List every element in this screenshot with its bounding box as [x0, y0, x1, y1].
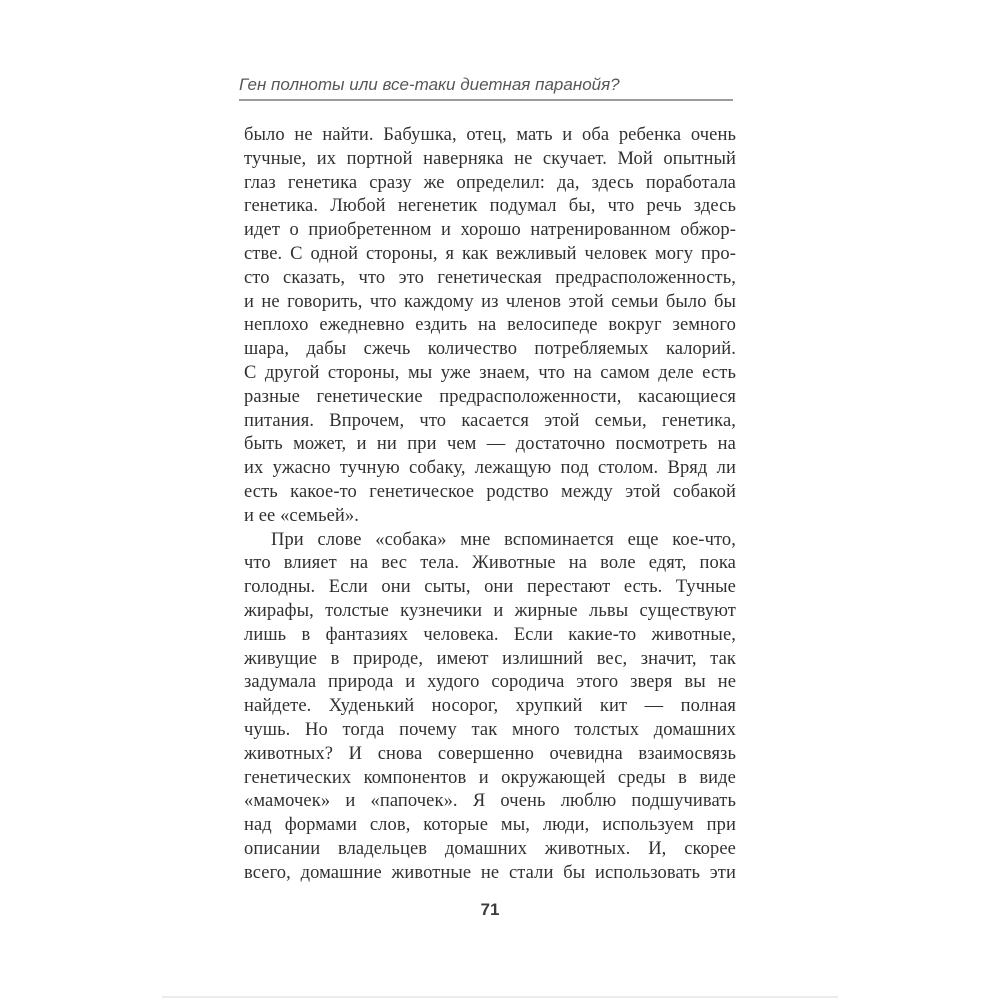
- body-line: голодны. Если они сыты, они перестают есть. Тучные: [244, 577, 736, 598]
- body-line: генетика. Любой негенетик подумал бы, что речь здесь: [244, 196, 736, 217]
- body-line: стве. С одной стороны, я как вежливый человек могу про-: [244, 243, 736, 264]
- body-line: задумала природа и худого сородича этого зверя вы не: [244, 672, 736, 693]
- body-line: и не говорить, что каждому из членов этой семьи было бы: [244, 291, 736, 312]
- header-rule: [239, 99, 733, 101]
- body-line: разные генетические предрасположенности, касающиеся: [244, 386, 736, 407]
- body-line: При слове «собака» мне вспоминается еще кое-что,: [271, 529, 736, 550]
- body-line: было не найти. Бабушка, отец, мать и оба ребенка очень: [244, 125, 736, 145]
- body-line: их ужасно тучную собаку, лежащую под столом. Вряд ли: [244, 458, 736, 479]
- body-line: шара, дабы сжечь количество потребляемых калорий.: [244, 339, 736, 360]
- body-line: описании владельцев домашних животных. И, скорее: [244, 838, 736, 859]
- body-line: «мамочек» и «папочек». Я очень люблю подшучивать: [244, 791, 736, 812]
- body-line: и ее «семьей».: [244, 505, 360, 526]
- body-line: питания. Впрочем, что касается этой семьи, генетика,: [244, 410, 736, 431]
- body-line: генетических компонентов и окружающей среды в виде: [244, 767, 736, 788]
- page-body: [244, 124, 736, 886]
- body-line: что влияет на вес тела. Животные на воле едят, пока: [244, 553, 736, 574]
- body-line: животных? И снова совершенно очевидна взаимосвязь: [244, 743, 736, 764]
- body-line: чушь. Но тогда почему так много толстых домашних: [244, 719, 736, 740]
- page-edge-shadow: [162, 996, 838, 998]
- body-line: сто сказать, что это генетическая предрасположенность,: [244, 267, 736, 288]
- body-line: живущие в природе, имеют излишний вес, значит, так: [244, 648, 736, 669]
- body-line: глаз генетика сразу же определил: да, здесь поработала: [244, 172, 736, 193]
- body-line: жирафы, толстые кузнечики и жирные львы существуют: [244, 600, 736, 621]
- body-line: над формами слов, которые мы, люди, используем при: [244, 815, 736, 836]
- running-header: Ген полноты или все-таки диетная паранойя?: [239, 75, 620, 94]
- body-line: всего, домашние животные не стали бы использовать эти: [244, 862, 736, 883]
- body-line: быть может, и ни при чем — достаточно посмотреть на: [244, 434, 736, 455]
- body-line: С другой стороны, мы уже знаем, что на самом деле есть: [244, 362, 736, 383]
- body-line: лишь в фантазиях человека. Если какие-то животные,: [244, 624, 736, 645]
- body-line: идет о приобретенном и хорошо натренированном обжор-: [244, 220, 736, 241]
- body-line: неплохо ежедневно ездить на велосипеде вокруг земного: [244, 315, 736, 336]
- body-line: есть какое-то генетическое родство между этой собакой: [244, 481, 736, 502]
- body-line: тучные, их портной наверняка не скучает. Мой опытный: [244, 148, 736, 169]
- page-number: 71: [480, 900, 500, 919]
- body-line: найдете. Худенький носорог, хрупкий кит — полная: [244, 696, 736, 717]
